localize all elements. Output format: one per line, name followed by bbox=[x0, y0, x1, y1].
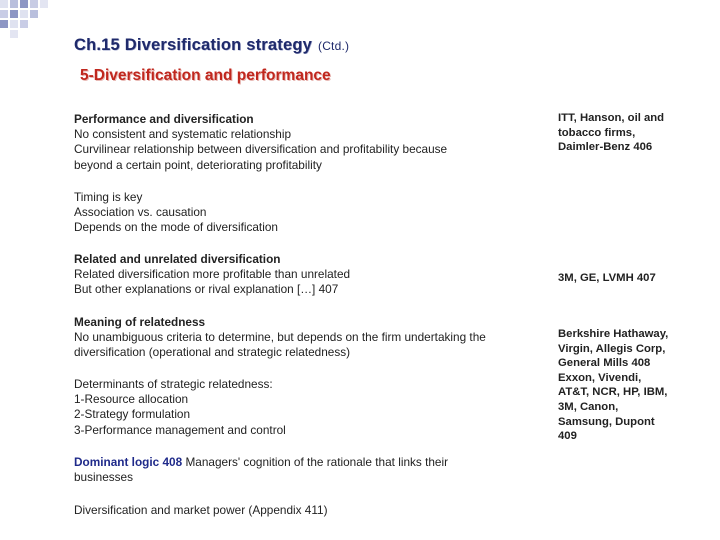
performance-line: Curvilinear relationship between diversification and profitability because bbox=[74, 142, 448, 157]
related-heading: Related and unrelated diversification bbox=[74, 252, 281, 266]
performance-line: beyond a certain point, deteriorating profitability bbox=[74, 157, 322, 172]
relatedness-section bbox=[74, 315, 514, 361]
examples-relatedness: Berkshire Hathaway, Virgin, Allegis Corp, General Mills 408 Exxon, Vivendi, AT&T, NCR, HP, IBM, 3M, Canon, Samsung, Dupont 409 bbox=[558, 328, 669, 443]
examples-performance: ITT, Hanson, oil and tobacco firms, Daimler-Benz 406 bbox=[558, 112, 665, 154]
corner-decoration bbox=[0, 0, 60, 40]
timing-line: Depends on the mode of diversification bbox=[74, 220, 278, 235]
timing-line: Association vs. causation bbox=[74, 205, 207, 220]
slide-title-suffix: (Ctd.) bbox=[318, 39, 350, 53]
related-section bbox=[74, 252, 350, 298]
slide-title bbox=[74, 36, 349, 55]
performance-section bbox=[74, 112, 447, 173]
determinants-line: 3-Performance management and control bbox=[74, 422, 286, 437]
dominant-logic-paragraph bbox=[74, 455, 504, 485]
timing-line: Timing is key bbox=[74, 190, 143, 204]
performance-line: No consistent and systematic relationship bbox=[74, 127, 292, 142]
performance-heading: Performance and diversification bbox=[74, 112, 254, 126]
slide-title-text: Ch.15 Diversification strategy bbox=[74, 36, 312, 54]
market-power-text: Diversification and market power (Appendix 411) bbox=[74, 503, 328, 517]
related-line: But other explanations or rival explanation […] 407 bbox=[74, 282, 339, 297]
relatedness-heading: Meaning of relatedness bbox=[74, 315, 206, 329]
relatedness-text: No unambiguous criteria to determine, but depends on the firm undertaking the diversification (operational and strategic relatedness) bbox=[74, 330, 486, 360]
determinants-section bbox=[74, 377, 286, 438]
timing-section bbox=[74, 190, 278, 236]
related-line: Related diversification more profitable than unrelated bbox=[74, 267, 351, 282]
determinants-line: 1-Resource allocation bbox=[74, 392, 189, 407]
determinants-line: Determinants of strategic relatedness: bbox=[74, 377, 273, 391]
determinants-line: 2-Strategy formulation bbox=[74, 407, 191, 422]
dominant-logic-label: Dominant logic 408 bbox=[74, 455, 183, 469]
slide-subtitle: 5-Diversification and performance bbox=[80, 67, 331, 84]
examples-related: 3M, GE, LVMH 407 bbox=[558, 272, 656, 284]
dominant-logic-section bbox=[74, 455, 504, 485]
dominant-logic-text: Managers' cognition of the rationale that links their businesses bbox=[74, 455, 449, 485]
market-power-section bbox=[74, 503, 328, 518]
